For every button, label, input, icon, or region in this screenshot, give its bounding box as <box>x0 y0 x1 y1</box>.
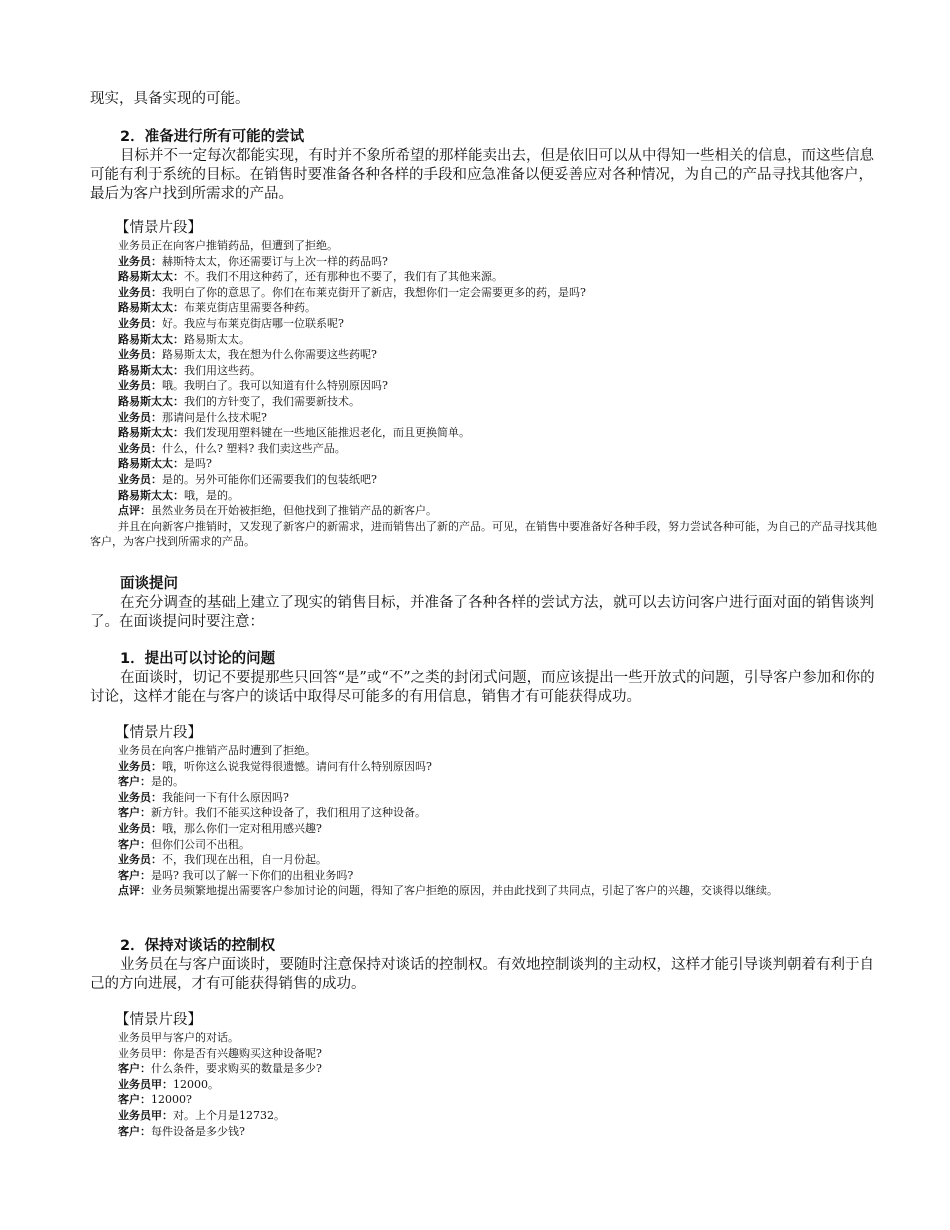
speaker-label: 业务员甲： <box>118 1077 173 1091</box>
dialogue-line <box>90 821 880 837</box>
dialogue-line <box>90 472 880 488</box>
speaker-label: 客户： <box>118 1062 151 1076</box>
comment-text: 业务员频繁地提出需要客户参加讨论的问题，得知了客户拒绝的原因，并由此找到了共同点，引起了客户的兴趣，交谈得以继续。 <box>151 884 778 898</box>
dialogue-line <box>90 759 880 775</box>
dialogue-line <box>90 285 880 301</box>
section-heading-questions: 1．提出可以讨论的问题 <box>120 651 276 667</box>
dialogue-line <box>90 300 880 316</box>
dialogue-text: 哦，是的。 <box>184 488 239 502</box>
dialogue-text: 我能问一下有什么原因吗? <box>162 790 289 804</box>
scenario-title: 【情景片段】 <box>115 725 202 741</box>
dialogue-text: 虽然业务员在开始被拒绝，但他找到了推销产品的新客户。 <box>151 504 437 518</box>
speaker-label: 路易斯太太： <box>118 332 184 346</box>
section-heading-control: 2．保持对谈话的控制权 <box>120 938 276 954</box>
dialogue-text: 什么条件，要求购买的数量是多少? <box>151 1062 322 1076</box>
speaker-label: 业务员： <box>118 285 162 299</box>
dialogue-line <box>90 254 880 270</box>
dialogue-text: 好。我应与布莱克街店哪一位联系呢? <box>162 316 344 330</box>
scenario-intro: 业务员在向客户推销产品时遭到了拒绝。 <box>118 744 316 757</box>
dialogue-text: 哦。我明白了。我可以知道有什么特别原因吗? <box>162 379 388 393</box>
dialogue-text: 布莱克街店里需要各种药。 <box>184 301 316 315</box>
section-paragraph-try: 目标并不一定每次都能实现，有时并不象所希望的那样能卖出去，但是依旧可以从中得知一些相关的信息，而这些信息可能有利于系统的目标。在销售时要准备各种各样的手段和应急准备以便妥善应对各种情况，为自己的产品寻找其他客户，最后为客户找到所需求的产品。 <box>90 148 874 202</box>
dialogue-text: 12000? <box>151 1093 192 1107</box>
section-paragraph-questions: 在面谈时，切记不要提那些只回答“是”或“不”之类的封闭式问题，而应该提出一些开放式的问题，引导客户参加和你的讨论，这样才能在与客户的谈话中取得尽可能多的有用信息，销售才有可能获得成功。 <box>90 670 875 705</box>
speaker-label: 客户： <box>118 775 151 789</box>
dialogue-text: 赫斯特太太，你还需要订与上次一样的药品吗? <box>162 254 388 268</box>
dialogue-text: 是的。另外可能你们还需要我们的包装纸吧? <box>162 472 377 486</box>
dialogue-line <box>90 332 880 348</box>
scenario-intro: 业务员正在向客户推销药品，但遭到了拒绝。 <box>118 239 338 252</box>
dialogue-text: 那请问是什么技术呢? <box>162 410 267 424</box>
top-line: 现实，具备实现的可能。 <box>90 91 250 107</box>
speaker-label: 业务员： <box>118 821 162 835</box>
scenario-dialogue <box>90 238 880 550</box>
dialogue-text: 我们的方针变了，我们需要新技术。 <box>184 394 360 408</box>
dialogue-line <box>90 503 880 519</box>
dialogue-line <box>90 774 880 790</box>
dialogue-line <box>90 347 880 363</box>
speaker-label: 业务员甲： <box>118 1108 173 1122</box>
dialogue-line <box>90 837 880 853</box>
section-paragraph-interview: 在充分调查的基础上建立了现实的销售目标，并准备了各种各样的尝试方法，就可以去访问客户进行面对面的销售谈判了。在面谈提问时要注意： <box>90 595 874 630</box>
dialogue-text: 哦，那么你们一定对租用感兴趣? <box>162 821 322 835</box>
dialogue-line <box>90 1092 880 1108</box>
section-heading-try: 2．准备进行所有可能的尝试 <box>120 129 305 145</box>
scenario-title: 【情景片段】 <box>115 1012 202 1028</box>
speaker-label: 业务员： <box>118 441 162 455</box>
dialogue-line <box>90 868 880 884</box>
dialogue-text: 什么，什么? 塑料? 我们卖这些产品。 <box>162 441 346 455</box>
speaker-label: 路易斯太太： <box>118 363 184 377</box>
speaker-label: 客户： <box>118 868 151 882</box>
speaker-label: 客户： <box>118 1124 151 1138</box>
scenario-dialogue <box>90 1030 880 1139</box>
speaker-label: 业务员： <box>118 316 162 330</box>
dialogue-text: 是的。 <box>151 775 184 789</box>
dialogue-text: 我们发现用塑料键在一些地区能推迟老化，而且更换简单。 <box>184 426 470 440</box>
dialogue-line <box>90 488 880 504</box>
dialogue-text: 是吗? <box>184 457 212 471</box>
speaker-label: 路易斯太太： <box>118 457 184 471</box>
dialogue-line <box>90 425 880 441</box>
scenario-title: 【情景片段】 <box>115 220 202 236</box>
dialogue-text: 哦，听你这么说我觉得很遗憾。请问有什么特别原因吗? <box>162 759 432 773</box>
speaker-label: 路易斯太太： <box>118 270 184 284</box>
dialogue-text: 路易斯太太，我在想为什么你需要这些药呢? <box>162 348 377 362</box>
dialogue-line <box>90 456 880 472</box>
dialogue-line <box>90 805 880 821</box>
speaker-label: 客户： <box>118 1093 151 1107</box>
dialogue-text: 路易斯太太。 <box>184 332 250 346</box>
dialogue-line: 业务员甲：你是否有兴趣购买这种设备呢? <box>118 1046 322 1060</box>
dialogue-line <box>90 316 880 332</box>
speaker-label: 业务员： <box>118 254 162 268</box>
dialogue-text: 但你们公司不出租。 <box>151 837 250 851</box>
comment <box>90 883 880 899</box>
dialogue-text: 不。我们不用这种药了，还有那种也不要了，我们有了其他来源。 <box>184 270 503 284</box>
dialogue-text: 我们用这些药。 <box>184 363 261 377</box>
speaker-label: 业务员： <box>118 379 162 393</box>
section-heading-interview: 面谈提问 <box>120 576 178 592</box>
scenario-intro: 业务员甲与客户的对话。 <box>118 1031 239 1044</box>
speaker-label: 业务员： <box>118 853 162 867</box>
dialogue-line <box>90 378 880 394</box>
speaker-label: 业务员： <box>118 472 162 486</box>
dialogue-text: 不，我们现在出租，自一月份起。 <box>162 853 327 867</box>
speaker-label: 客户： <box>118 837 151 851</box>
section-paragraph-control: 业务员在与客户面谈时，要随时注意保持对谈话的控制权。有效地控制谈判的主动权，这样才能引导谈判朝着有利于自己的方向进展，才有可能获得销售的成功。 <box>90 957 874 992</box>
speaker-label: 路易斯太太： <box>118 394 184 408</box>
dialogue-line <box>90 852 880 868</box>
speaker-label: 业务员： <box>118 410 162 424</box>
dialogue-line <box>90 394 880 410</box>
dialogue-text: 我明白了你的意思了。你们在布莱克街开了新店，我想你们一定会需要更多的药，是吗? <box>162 285 586 299</box>
dialogue-text: 是吗? 我可以了解一下你们的出租业务吗? <box>151 868 354 882</box>
dialogue-line <box>90 363 880 379</box>
dialogue-line <box>90 441 880 457</box>
speaker-label: 路易斯太太： <box>118 426 184 440</box>
speaker-label: 客户： <box>118 806 151 820</box>
speaker-label: 点评： <box>118 504 151 518</box>
dialogue-line <box>90 1108 880 1124</box>
dialogue-line <box>90 410 880 426</box>
dialogue-text: 每件设备是多少钱? <box>151 1124 245 1138</box>
speaker-label: 业务员： <box>118 348 162 362</box>
speaker-label: 路易斯太太： <box>118 301 184 315</box>
comment-continuation: 并且在向新客户推销时，又发现了新客户的新需求，进而销售出了新的产品。可见，在销售中要准备好各种手段，努力尝试各种可能，为自己的产品寻找其他客户，为客户找到所需求的产品。 <box>90 519 877 549</box>
dialogue-text: 对。上个月是12732。 <box>173 1108 285 1122</box>
speaker-label: 业务员： <box>118 759 162 773</box>
dialogue-line <box>90 790 880 806</box>
scenario-dialogue <box>90 743 880 899</box>
dialogue-text: 12000。 <box>173 1077 219 1091</box>
dialogue-line <box>90 1061 880 1077</box>
dialogue-line <box>90 1124 880 1140</box>
dialogue-line <box>90 1077 880 1093</box>
speaker-label: 路易斯太太： <box>118 488 184 502</box>
dialogue-text: 新方针。我们不能买这种设备了，我们租用了这种设备。 <box>151 806 426 820</box>
speaker-label: 点评： <box>118 884 151 898</box>
speaker-label: 业务员： <box>118 790 162 804</box>
dialogue-line <box>90 269 880 285</box>
